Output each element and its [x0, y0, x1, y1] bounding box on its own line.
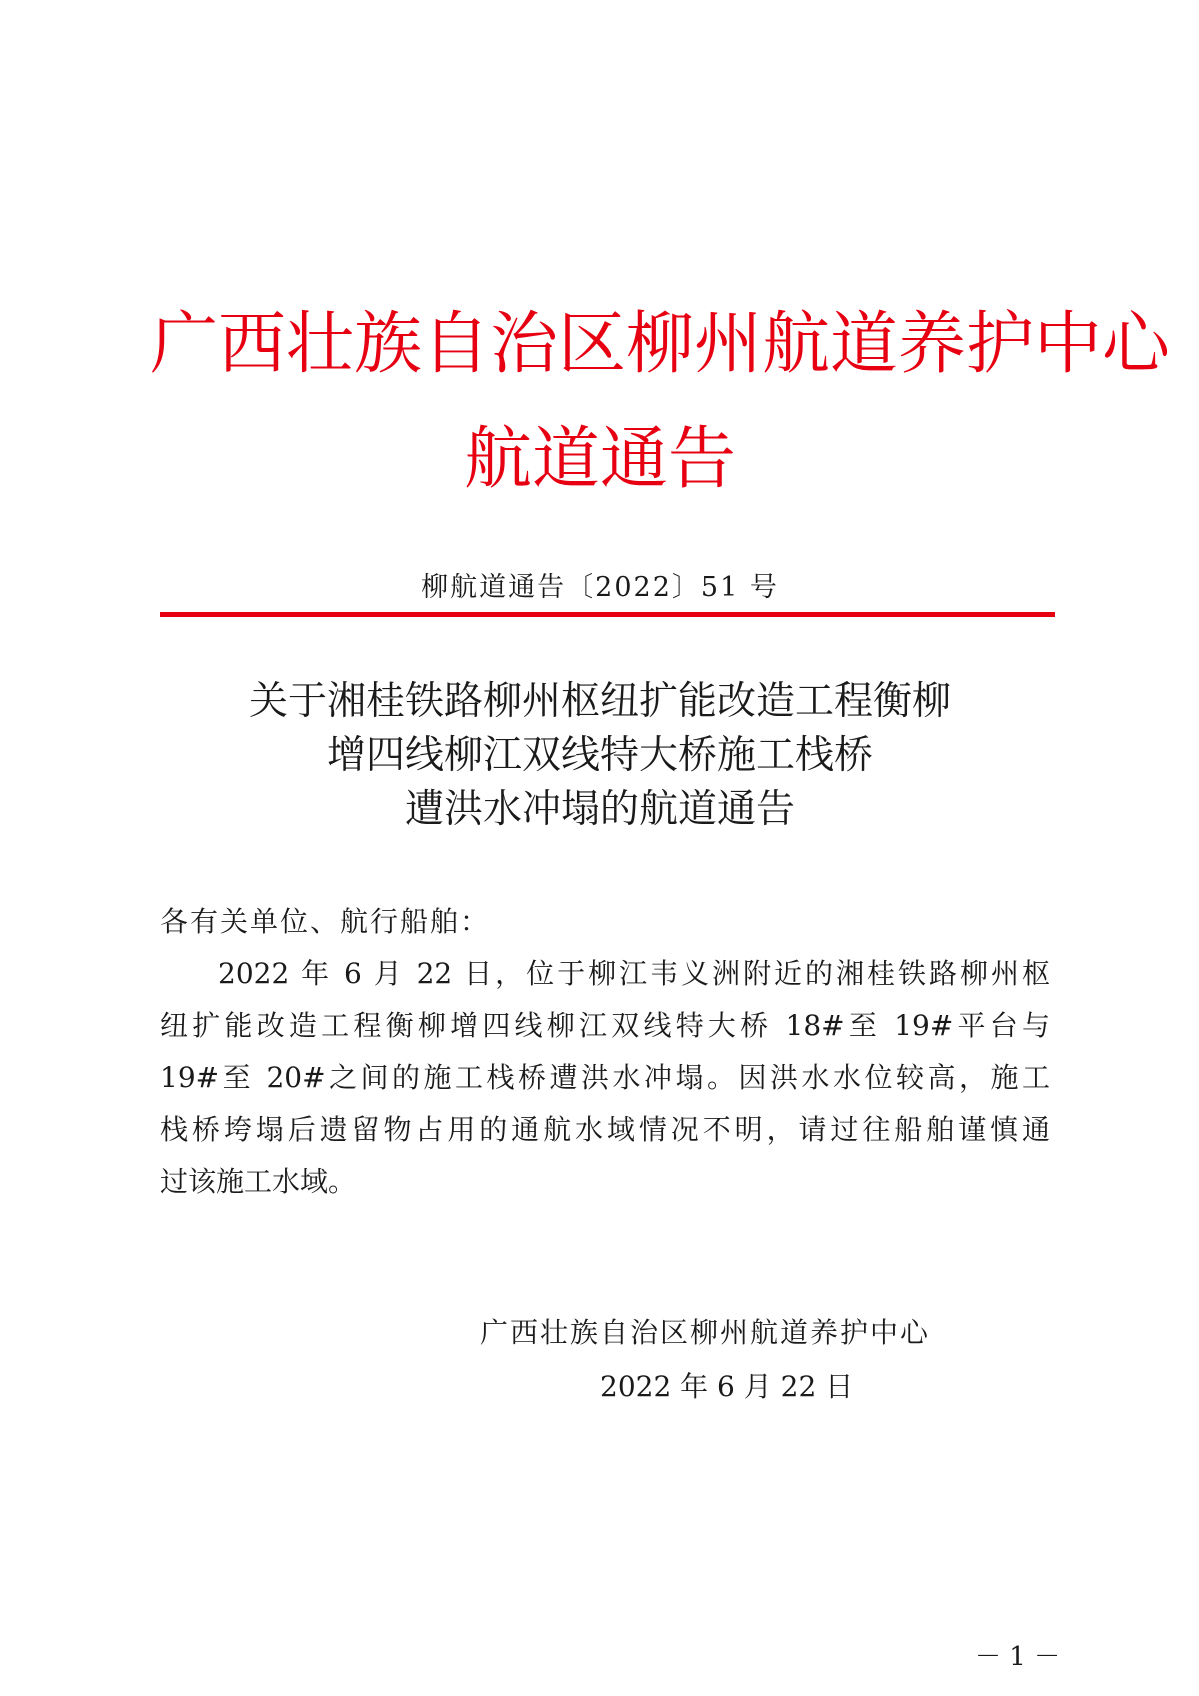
body-line: 19#至 20#之间的施工栈桥遭洪水冲塌。因洪水水位较高，施工 [160, 1061, 1050, 1094]
signature-date: 2022 年 6 月 22 日 [600, 1370, 854, 1403]
title-line: 遭洪水冲塌的航道通告 [404, 787, 795, 832]
document-number: 柳航道通告〔2022〕51 号 [421, 572, 779, 603]
signature-organization: 广西壮族自治区柳州航道养护中心 [480, 1316, 931, 1349]
title-line: 关于湘桂铁路柳州枢纽扩能改造工程衡柳 [248, 679, 951, 724]
notice-title [150, 675, 1050, 837]
body-line: 2022 年 6 月 22 日，位于柳江韦义洲附近的湘桂铁路柳州枢 [218, 957, 1050, 990]
page-number: － 1 － [975, 1642, 1061, 1672]
body-line: 过该施工水域。 [160, 1165, 357, 1198]
document-type-header: 航道通告 [463, 420, 736, 499]
salutation: 各有关单位、航行船舶： [160, 905, 491, 938]
title-line: 增四线柳江双线特大桥施工栈桥 [326, 733, 873, 778]
body-paragraph [160, 948, 1050, 1208]
red-divider-line [160, 612, 1055, 617]
issuing-organization-header: 广西壮族自治区柳州航道养护中心 [150, 305, 1171, 384]
body-line: 栈桥垮塌后遗留物占用的通航水域情况不明，请过往船舶谨慎通 [160, 1113, 1050, 1146]
body-line: 纽扩能改造工程衡柳增四线柳江双线特大桥 18#至 19#平台与 [160, 1009, 1050, 1042]
